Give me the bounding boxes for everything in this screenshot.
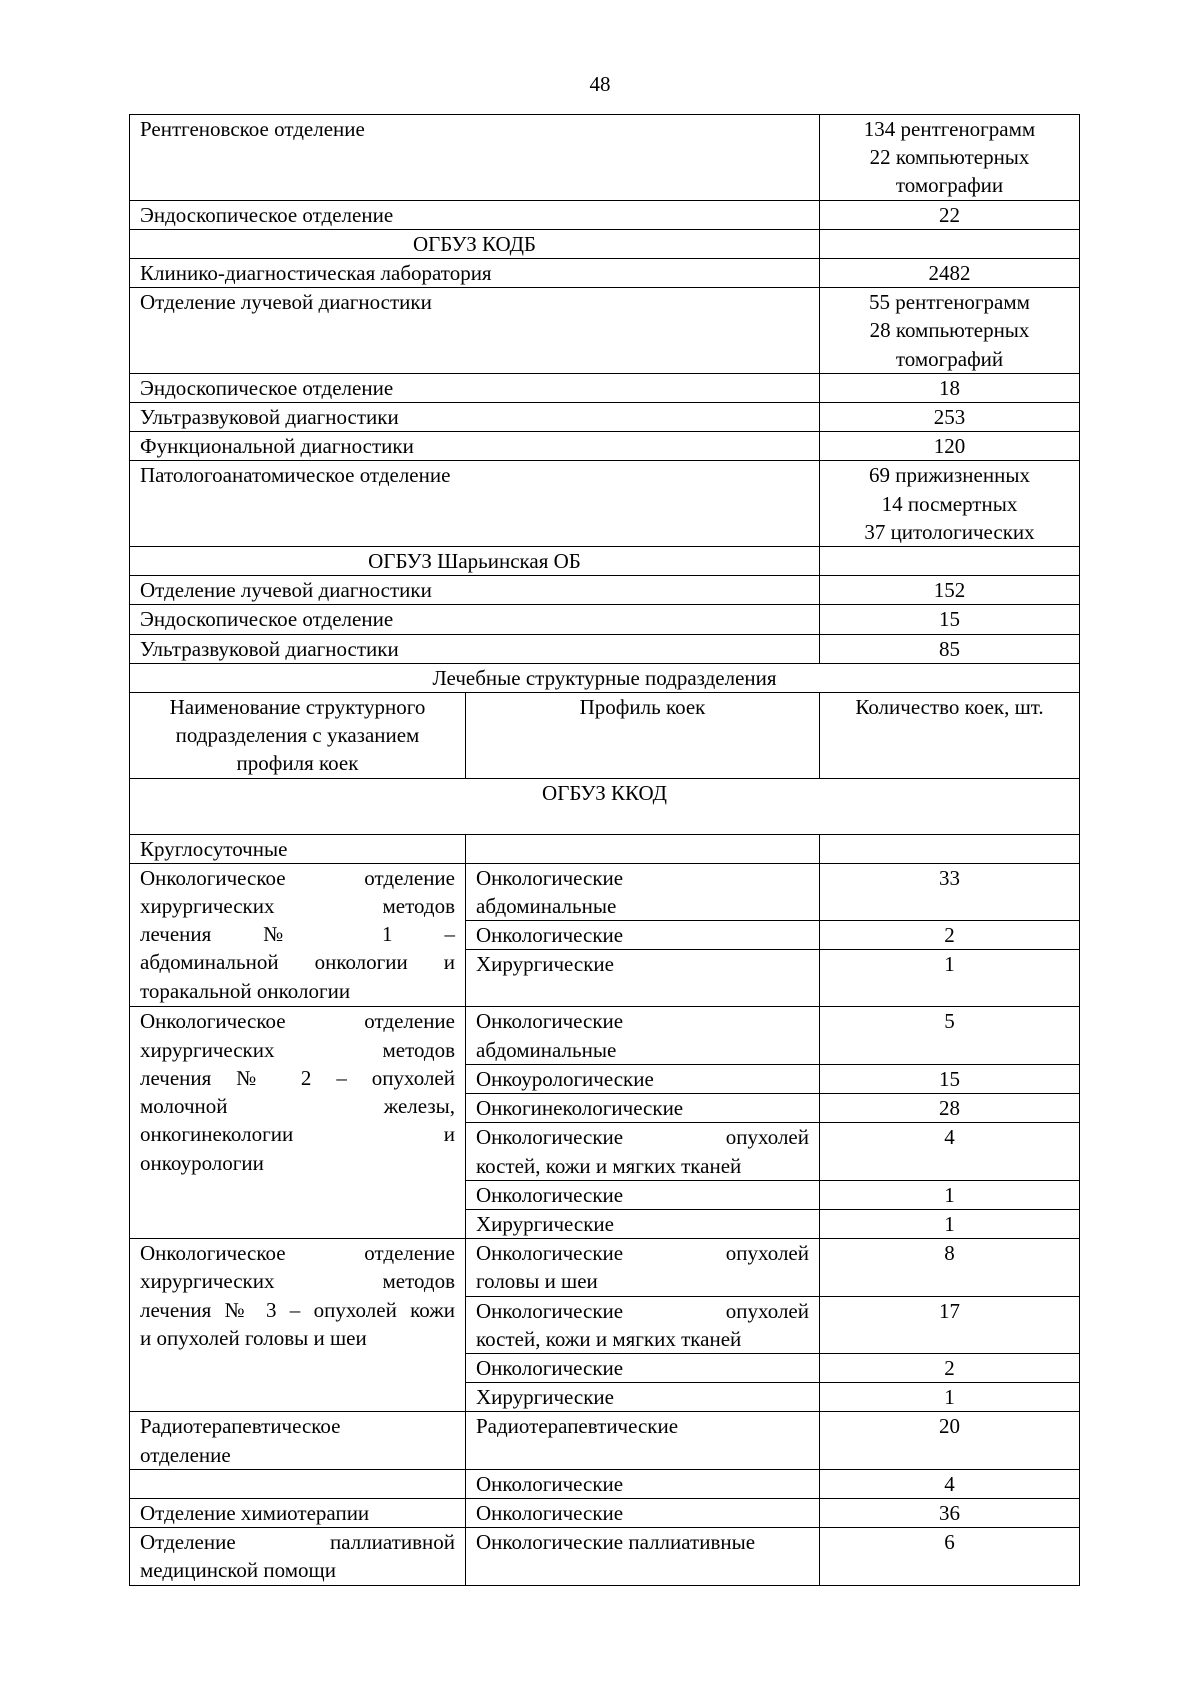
dept-name: Радиотерапевтическое отделение: [130, 1412, 466, 1469]
bed-count: 17: [820, 1296, 1080, 1353]
bed-count: 1: [820, 1383, 1080, 1412]
org-heading-kodb: ОГБУЗ КОДБ: [130, 229, 820, 258]
bed-profile: Хирургические: [466, 1209, 820, 1238]
dept-value: 69 прижизненных 14 посмертных 37 цитологических: [820, 461, 1080, 547]
dept-name: Эндоскопическое отделение: [130, 200, 820, 229]
bed-count: 4: [820, 1469, 1080, 1498]
dept-value: 55 рентгенограмм 28 компьютерных томографий: [820, 288, 1080, 374]
empty-cell: [130, 1469, 466, 1498]
table-row: [130, 1528, 1080, 1585]
bed-profile: Онкологические опухолей костей, кожи и мягких тканей: [466, 1296, 820, 1353]
dept-name: Отделение паллиативной медицинской помощи: [130, 1528, 466, 1585]
col-header-name: Наименование структурного подразделения с указанием профиля коек: [130, 693, 466, 779]
bed-count: 36: [820, 1498, 1080, 1527]
table-row: [130, 1498, 1080, 1527]
dept-name: Функциональной диагностики: [130, 432, 820, 461]
dept-value: 253: [820, 403, 1080, 432]
dept-value: 22: [820, 200, 1080, 229]
table-row: [130, 778, 1080, 834]
table-row: [130, 1469, 1080, 1498]
dept-name: Онкологическое отделение хирургических методов лечения № 2 – опухолей молочной железы, онкогинекологии и онкоурологии: [130, 1007, 466, 1239]
table-row: [130, 1412, 1080, 1469]
dept-value: 18: [820, 373, 1080, 402]
bed-count: 1: [820, 1209, 1080, 1238]
table-row: [130, 634, 1080, 663]
bed-profile: Онкологические опухолей головы и шеи: [466, 1239, 820, 1296]
bed-profile: Онкологические: [466, 1498, 820, 1527]
empty-cell: [820, 547, 1080, 576]
bed-count: 28: [820, 1094, 1080, 1123]
bed-profile: Онкологические: [466, 1353, 820, 1382]
bed-profile: Хирургические: [466, 1383, 820, 1412]
bed-profile: Онкогинекологические: [466, 1094, 820, 1123]
table-row: [130, 834, 1080, 863]
dept-name: Онкологическое отделение хирургических методов лечения № 3 – опухолей кожи и опухолей головы и шеи: [130, 1239, 466, 1412]
dept-name: Эндоскопическое отделение: [130, 605, 820, 634]
dept-value: 134 рентгенограмм 22 компьютерных томографии: [820, 115, 1080, 201]
dept-name: Рентгеновское отделение: [130, 115, 820, 201]
table-row: [130, 373, 1080, 402]
col-header-count: Количество коек, шт.: [820, 693, 1080, 779]
table-row: [130, 663, 1080, 692]
table-row: [130, 605, 1080, 634]
table-row: [130, 115, 1080, 201]
dept-value: 15: [820, 605, 1080, 634]
dept-name: Отделение химиотерапии: [130, 1498, 466, 1527]
col-header-profile: Профиль коек: [466, 693, 820, 779]
bed-count: 15: [820, 1064, 1080, 1093]
org-heading-sharya: ОГБУЗ Шарьинская ОБ: [130, 547, 820, 576]
bed-profile: Онкологические: [466, 921, 820, 950]
dept-name: Ультразвуковой диагностики: [130, 403, 820, 432]
table-row: [130, 432, 1080, 461]
bed-profile: Онкологические опухолей костей, кожи и мягких тканей: [466, 1123, 820, 1180]
empty-cell: [820, 834, 1080, 863]
dept-name: Эндоскопическое отделение: [130, 373, 820, 402]
bed-profile: Онкологические паллиативные: [466, 1528, 820, 1585]
table-row: [130, 461, 1080, 547]
table-row: [130, 863, 1080, 920]
round-clock-label: Круглосуточные: [130, 834, 466, 863]
table-row: [130, 229, 1080, 258]
bed-count: 33: [820, 863, 1080, 920]
dept-name: Онкологическое отделение хирургических методов лечения № 1 – абдоминальной онкологии и торакальной онкологии: [130, 863, 466, 1007]
dept-value: 2482: [820, 259, 1080, 288]
bed-profile: Онкологические: [466, 1469, 820, 1498]
table-row: [130, 1239, 1080, 1296]
table-row: [130, 200, 1080, 229]
table-header-row: [130, 693, 1080, 779]
page-number: 48: [589, 72, 611, 96]
dept-value: 152: [820, 576, 1080, 605]
bed-count: 5: [820, 1007, 1080, 1064]
table-row: [130, 403, 1080, 432]
bed-profile: Онкоурологические: [466, 1064, 820, 1093]
bed-profile: Хирургические: [466, 950, 820, 1007]
bed-profile: Онкологические: [466, 1180, 820, 1209]
table-row: [130, 259, 1080, 288]
dept-value: 120: [820, 432, 1080, 461]
bed-count: 6: [820, 1528, 1080, 1585]
bed-count: 8: [820, 1239, 1080, 1296]
dept-name: Отделение лучевой диагностики: [130, 288, 820, 374]
section-heading: Лечебные структурные подразделения: [130, 663, 1080, 692]
empty-cell: [820, 229, 1080, 258]
dept-name: Клинико-диагностическая лаборатория: [130, 259, 820, 288]
bed-profile: Онкологические абдоминальные: [466, 863, 820, 920]
bed-profile: Онкологические абдоминальные: [466, 1007, 820, 1064]
bed-count: 2: [820, 921, 1080, 950]
bed-profile: Радиотерапевтические: [466, 1412, 820, 1469]
dept-name: Ультразвуковой диагностики: [130, 634, 820, 663]
dept-name: Отделение лучевой диагностики: [130, 576, 820, 605]
table-row: [130, 576, 1080, 605]
org-heading-kkod: ОГБУЗ ККОД: [130, 778, 1080, 834]
table-row: [130, 547, 1080, 576]
table-row: [130, 1007, 1080, 1064]
empty-cell: [466, 834, 820, 863]
bed-count: 4: [820, 1123, 1080, 1180]
bed-count: 1: [820, 1180, 1080, 1209]
bed-count: 2: [820, 1353, 1080, 1382]
resources-table: [129, 114, 1080, 1586]
dept-value: 85: [820, 634, 1080, 663]
bed-count: 1: [820, 950, 1080, 1007]
dept-name: Патологоанатомическое отделение: [130, 461, 820, 547]
table-row: [130, 288, 1080, 374]
bed-count: 20: [820, 1412, 1080, 1469]
